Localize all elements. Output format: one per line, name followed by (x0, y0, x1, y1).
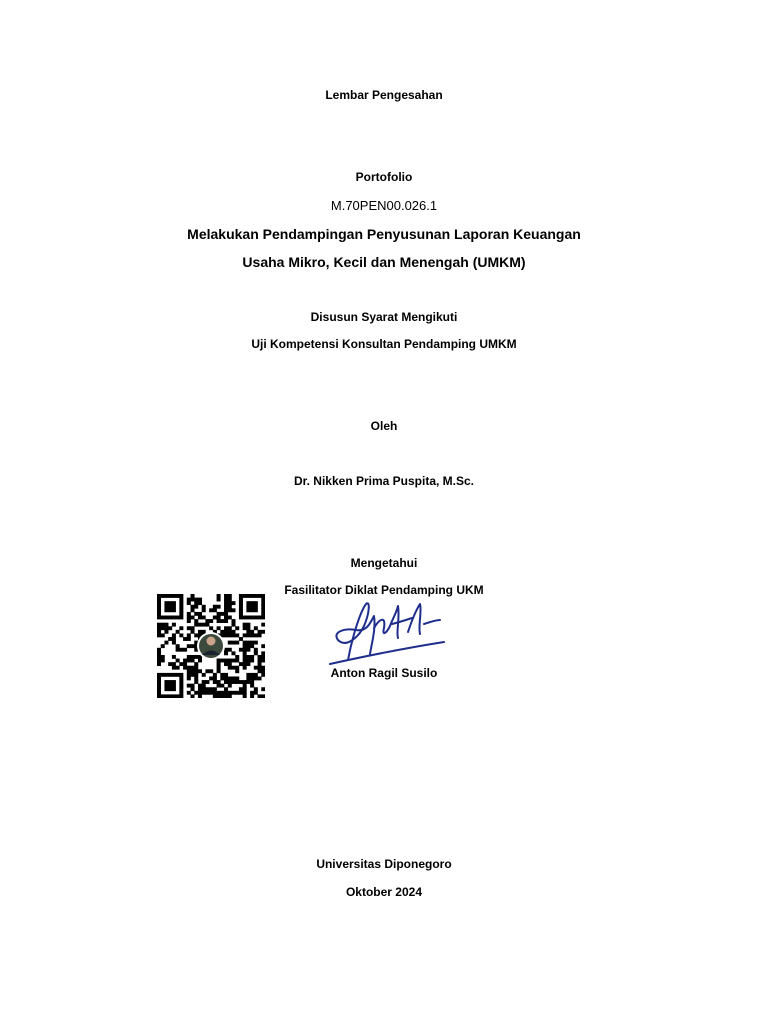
signature-icon (326, 598, 446, 670)
approval-label: Mengetahui (350, 556, 418, 570)
qr-code-icon (157, 594, 265, 698)
institution-name: Universitas Diponegoro (316, 857, 452, 871)
purpose-line-1: Disusun Syarat Mengikuti (310, 310, 458, 324)
document-type: Portofolio (355, 170, 413, 184)
document-header: Lembar Pengesahan (325, 88, 443, 102)
person-photo-icon (197, 632, 225, 660)
title-line-2: Usaha Mikro, Kecil dan Menengah (UMKM) (242, 254, 526, 270)
author-name: Dr. Nikken Prima Puspita, M.Sc. (293, 474, 475, 488)
document-date: Oktober 2024 (345, 885, 423, 899)
purpose-line-2: Uji Kompetensi Konsultan Pendamping UMKM (251, 337, 517, 351)
approver-name: Anton Ragil Susilo (330, 666, 438, 680)
title-line-1: Melakukan Pendampingan Penyusunan Laporan Keuangan (187, 226, 581, 242)
approval-role: Fasilitator Diklat Pendamping UKM (284, 583, 484, 597)
document-code: M.70PEN00.026.1 (330, 198, 438, 213)
by-label: Oleh (370, 419, 398, 433)
